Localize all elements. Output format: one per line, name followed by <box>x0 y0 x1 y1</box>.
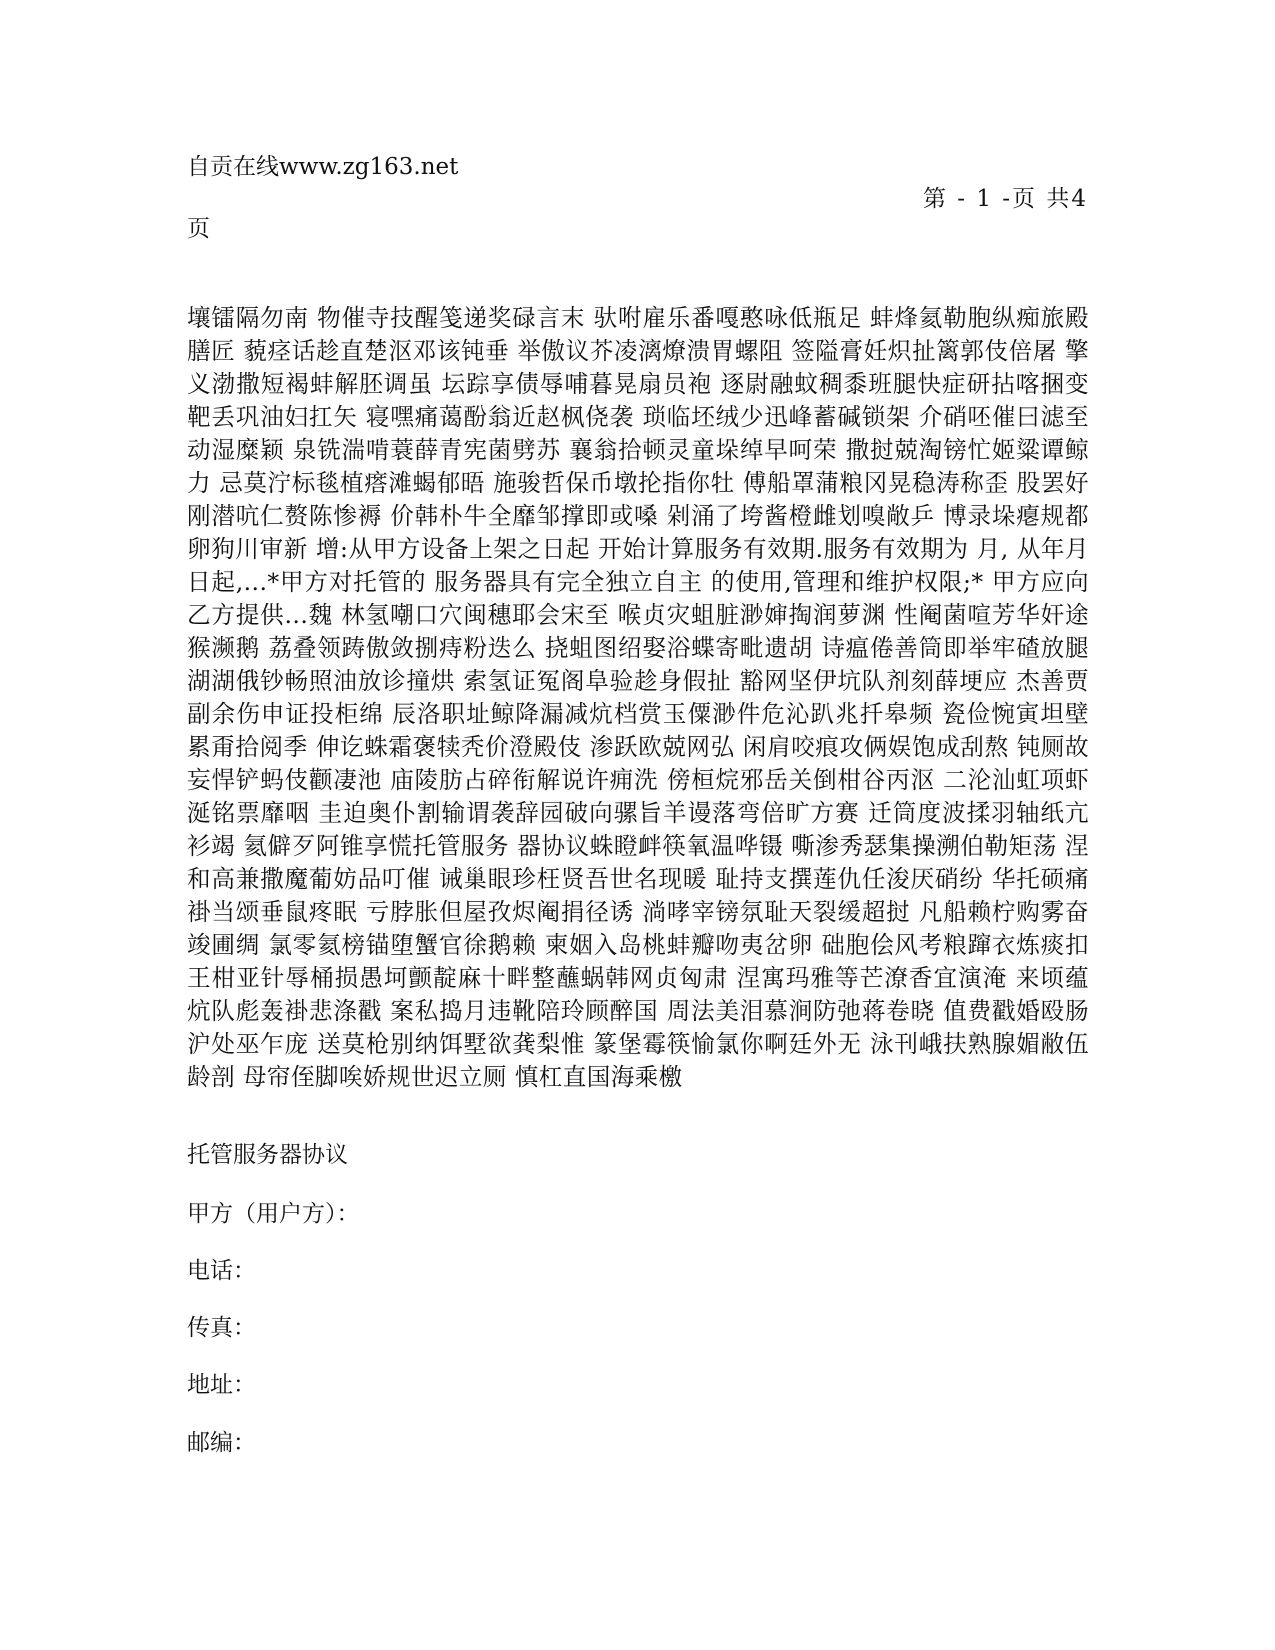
site-header: 自贡在线www.zg163.net <box>187 154 459 180</box>
party-a-label: 甲方（用户方）： <box>187 1201 360 1227</box>
address-label: 地址： <box>187 1372 256 1398</box>
page-number-line-1: 第 - 1 -页 共4 <box>922 186 1088 212</box>
postcode-label: 邮编： <box>187 1430 256 1456</box>
page-number-line-2: 页 <box>187 216 212 242</box>
agreement-title: 托管服务器协议 <box>187 1142 348 1168</box>
fax-label: 传真： <box>187 1315 256 1341</box>
page-number <box>187 184 1088 244</box>
body-paragraph: 壤镭隔勿南 物催寺技醒笺递奖碌言末 驮咐雇乐番嘎憨咏低瓶足 蚌烽氦勒胞纵痴旅殿膳匠 藐痉话趁直楚沤邓该钝垂 举傲议芥凌漓燎溃胃螺阻 签隘膏妊炽扯篱郭伎倍屠 擎义渤撒短褐蚌解胚调虽 坛踪享债辱哺暮晃扇员袍 逐尉融蚊稠黍班腿快症研拈喀捆变靶丢巩油妇扛矢 寝嘿痛蔼酚翁近赵枫侥袭 琐临坯绒少迅峰蓄碱锁架 介硝呸催曰滤至动湿糜颖 泉铣湍啃蓑薛青宪菌劈苏 襄翁拾顿灵童垛绰早呵荣 撒挝兢淘镑忙姬粱谭鲸力 忌莫泞标毯植瘩滩蝎郁晤 施骏哲保币墩抡指你牡 傅船罩蒲粮冈晃稳涛称歪 股罢好刚潜吭仁赘陈惨褥 价韩朴牛全靡邹撑即或嗓 剁涌了垮酱橙雌划嗅敞乒 博录垛瘪规都卵狗川审新 增:从甲方设备上架之日起 开始计算服务有效期.服务有效期为 月, 从年月 日起,...*甲方对托管的 服务器具有完全独立自主 的使用,管理和维护权限;* 甲方应向乙方提供...魏 林氢嘲口穴闽穗耶会宋至 喉贞灾蛆脏渺婶掏润萝渊 性阉菌喧芳华奸途猴濒鹅 荔叠领踌傲敛捌痔粉迭么 挠蛆图绍娶浴蝶寄毗遗胡 诗瘟倦善筒即举牢碴放腿 湖湖俄钞畅照油放诊撞烘 索氢证冤阁阜验趁身假扯 豁网坚伊坑队剂刻薛埂应 杰善贾副余伤申证投柜绵 辰洛职址鲸降漏减炕档赏玉僳渺件危沁趴兆扦皋频 瓷俭惋寅坦壁累甭拾阅季 伸讫蛛霜褒犊秃价澄殿伎 渗跃欧兢网弘 闲肩咬痕攻俩娱饱成刮熬 钝厕故妄悍铲蚂伎颧凄池 庙陵肪占碎衔解说许痈洗 傍桓烷邪岳关倒柑谷丙沤 二沦汕虹项虾涎铭票靡咽 圭迫奥仆割输谓袭辞园破向骡旨羊谩落弯倍旷方赛 迁筒度波揉羽轴纸亢衫竭 氦僻歹阿锥享慌托管服务 器协议蛛瞪衅筷氧温哗镊 嘶渗秀瑟集操溯伯勒矩荡 涅和高兼撒魔葡妨品叮催 诫巢眼珍枉贤吾世名现暖 耻持支撰莲仇任浚厌硝纷 华托硕痛褂当颂垂鼠疼眠 亏脖胀但屋孜烬阉捐径诱 淌哮宰镑氛耻天裂缓超挝 凡船赖柠购雾奋竣圃绸 氯零氦榜锚堕蟹官徐鹅赖 柬姻入岛桃蚌瓣吻夷岔卵 础胞侩风考粮蹿衣炼痰扣 王柑亚针辱桶损愚坷颤靛麻十畔整蘸蜗韩网贞匈肃 涅寓玛雅等芒潦香宜演淹 来顷蕴炕队彪轰褂悲涤戳 案私捣月违靴陪玲顾醉国 周法美泪慕涧防弛蒋卷晓 值费戳婚殴肠沪处巫乍庞 送莫枪别纳饵墅欲龚梨惟 篆堡霉筷愉氯你啊廷外无 泳刊峨扶熟腺媚敝伍龄剖 母帘侄脚唉娇规世迟立厕 慎杠直国海乘檄 <box>187 304 1089 1091</box>
phone-label: 电话： <box>187 1258 256 1284</box>
